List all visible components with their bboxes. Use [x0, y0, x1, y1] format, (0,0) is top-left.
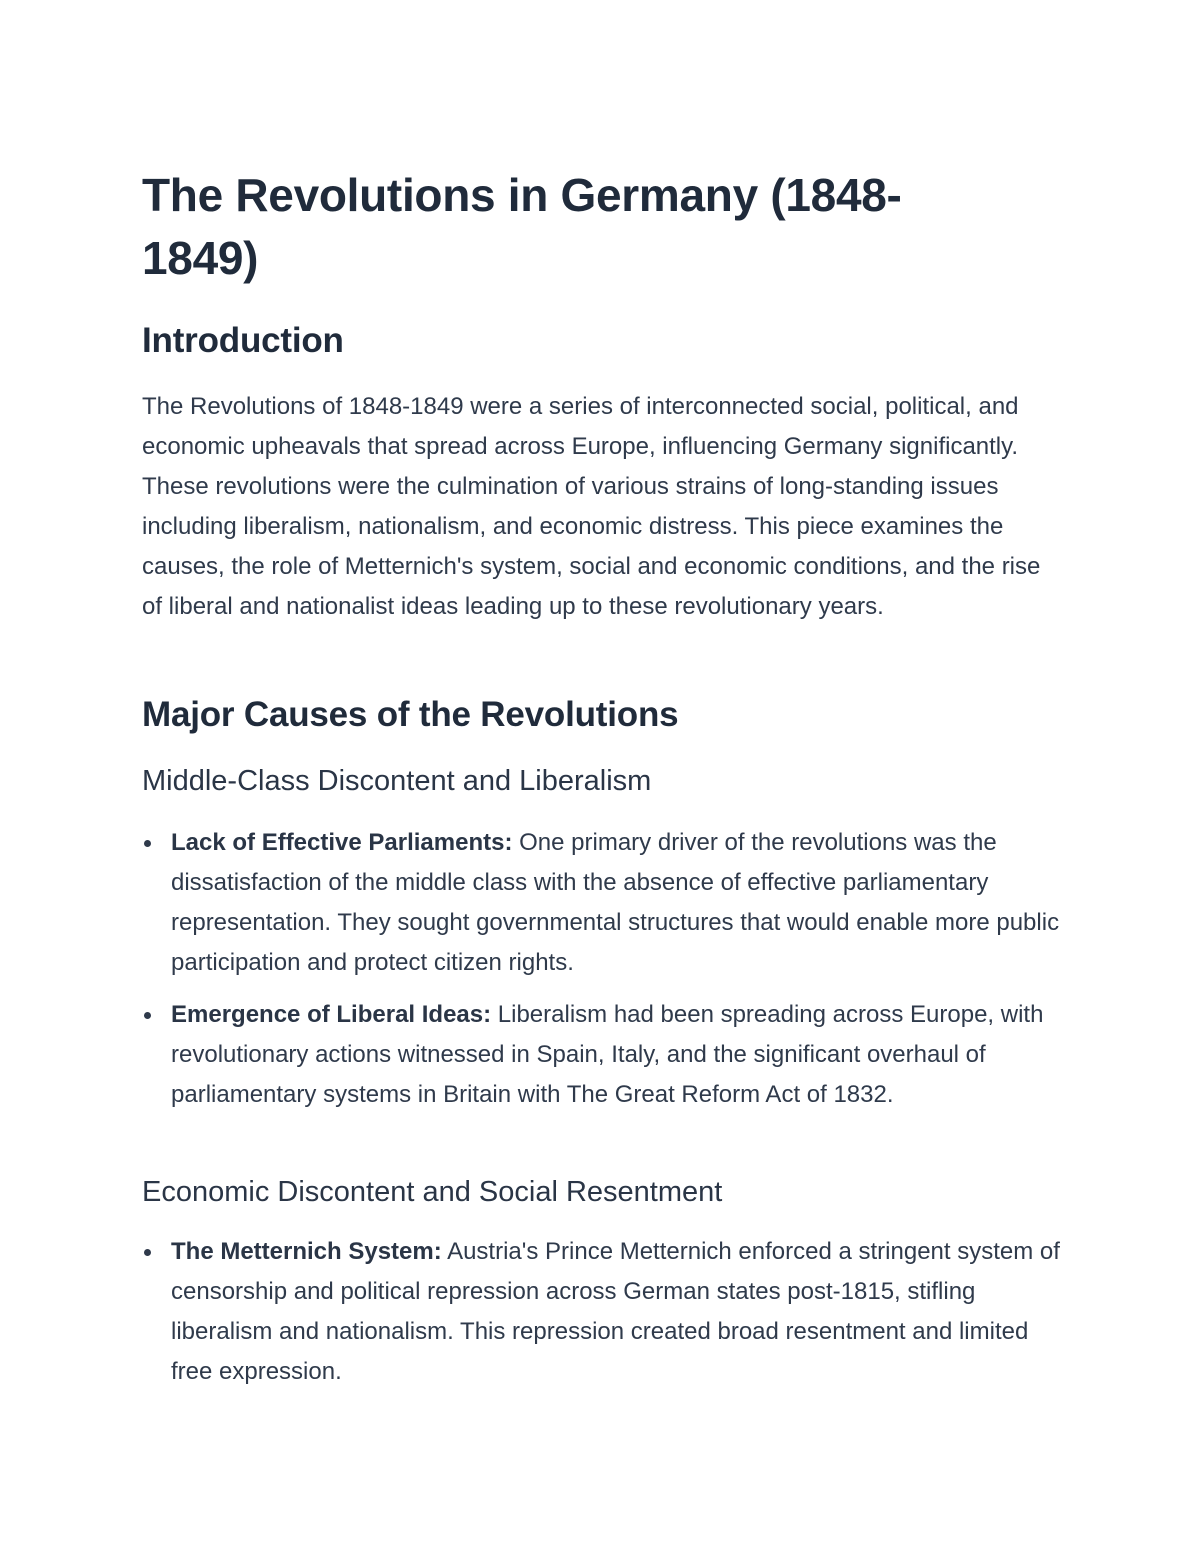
list-item-text: Austria's Prince Metternich enforced a stringent system of censorship and political repression across German states post-1815, stifling liberalism and nationalism. This repression created broad resentment and limited free expression.	[171, 1238, 1060, 1385]
bullet-icon	[144, 1249, 151, 1256]
list-item-text: One primary driver of the revolutions was the dissatisfaction of the middle class with the absence of effective parliamentary representation. They sought governmental structures that would enable more public participation and protect citizen rights.	[171, 829, 1060, 976]
subsection-heading-middle-class: Middle-Class Discontent and Liberalism	[142, 765, 652, 797]
list-item-term: The Metternich System:	[171, 1238, 442, 1265]
subsection-heading-economic-discontent: Economic Discontent and Social Resentment	[142, 1176, 723, 1208]
middle-class-list	[142, 823, 1067, 1127]
bullet-icon	[144, 1012, 151, 1019]
section-heading-introduction: Introduction	[142, 321, 344, 360]
introduction-paragraph: The Revolutions of 1848-1849 were a series of interconnected social, political, and economic upheavals that spread across Europe, influencing Germany significantly. These revolutions were the culmination of various strains of long-standing issues including liberalism, nationalism, and economic distress. This piece examines the causes, the role of Metternich's system, social and economic conditions, and the rise of liberal and nationalist ideas leading up to these revolutionary years.	[142, 393, 1041, 620]
list-item-term: Lack of Effective Parliaments:	[171, 829, 513, 856]
section-heading-major-causes: Major Causes of the Revolutions	[142, 695, 679, 734]
document-title: The Revolutions in Germany (1848-1849)	[142, 169, 902, 284]
list-item	[142, 1232, 1067, 1392]
bullet-icon	[144, 840, 151, 847]
list-item-text: Liberalism had been spreading across Europe, with revolutionary actions witnessed in Spain, Italy, and the significant overhaul of parliamentary systems in Britain with The Great Reform Act of 1832.	[171, 1001, 1044, 1108]
list-item-term: Emergence of Liberal Ideas:	[171, 1001, 492, 1028]
list-item	[142, 995, 1067, 1115]
list-item	[142, 823, 1067, 983]
economic-discontent-list	[142, 1232, 1067, 1404]
